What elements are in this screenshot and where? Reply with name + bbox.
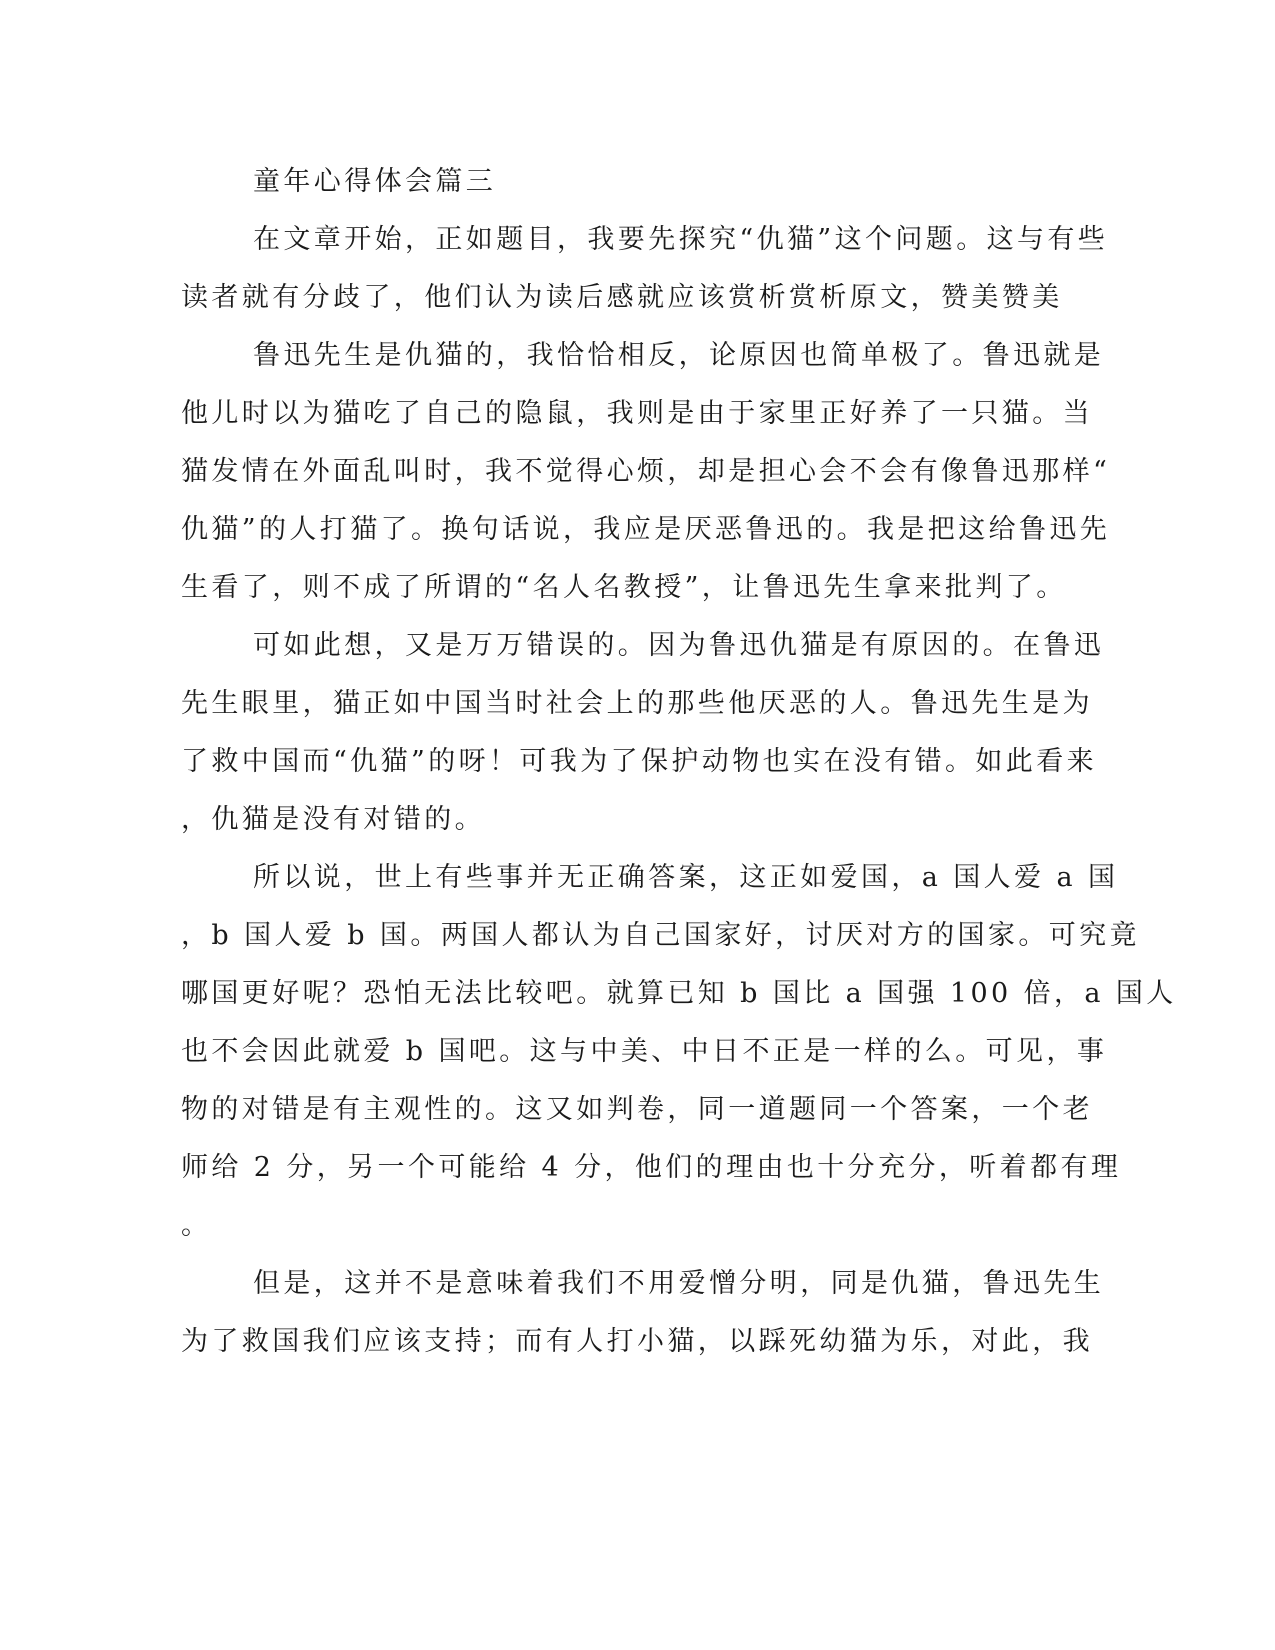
- paragraph-5-line-2: 为了救国我们应该支持；而有人打小猫，以踩死幼猫为乐，对此，我: [181, 1326, 1093, 1357]
- paragraph-4-line-2: ，b 国人爱 b 国。两国人都认为自己国家好，讨厌对方的国家。可究竟: [181, 920, 1140, 951]
- document-title: 童年心得体会篇三: [253, 166, 497, 197]
- paragraph-4-line-6: 师给 2 分，另一个可能给 4 分，他们的理由也十分充分，听着都有理: [181, 1152, 1122, 1183]
- paragraph-4-line-4: 也不会因此就爱 b 国吧。这与中美、中日不正是一样的么。可见，事: [181, 1036, 1108, 1067]
- paragraph-1-line-2: 读者就有分歧了，他们认为读后感就应该赏析赏析原文，赞美赞美: [181, 282, 1063, 313]
- paragraph-4-line-1: 所以说，世上有些事并无正确答案，这正如爱国，a 国人爱 a 国: [253, 862, 1119, 893]
- paragraph-2-line-5: 生看了，则不成了所谓的“名人名教授”，让鲁迅先生拿来批判了。: [181, 572, 1067, 603]
- paragraph-3-line-1: 可如此想，又是万万错误的。因为鲁迅仇猫是有原因的。在鲁迅: [253, 630, 1105, 661]
- paragraph-3-line-3: 了救中国而“仇猫”的呀！可我为了保护动物也实在没有错。如此看来: [181, 746, 1098, 777]
- paragraph-3-line-4: ，仇猫是没有对错的。: [181, 804, 485, 835]
- paragraph-3-line-2: 先生眼里，猫正如中国当时社会上的那些他厌恶的人。鲁迅先生是为: [181, 688, 1093, 719]
- paragraph-2-line-4: 仇猫”的人打猫了。换句话说，我应是厌恶鲁迅的。我是把这给鲁迅先: [181, 514, 1111, 545]
- paragraph-1-line-1: 在文章开始，正如题目，我要先探究“仇猫”这个问题。这与有些: [253, 224, 1109, 255]
- paragraph-4-line-5: 物的对错是有主观性的。这又如判卷，同一道题同一个答案，一个老: [181, 1094, 1093, 1125]
- paragraph-2-line-3: 猫发情在外面乱叫时，我不觉得心烦，却是担心会不会有像鲁迅那样“: [181, 456, 1111, 487]
- paragraph-4-line-7: 。: [181, 1210, 212, 1241]
- paragraph-2-line-1: 鲁迅先生是仇猫的，我恰恰相反，论原因也简单极了。鲁迅就是: [253, 340, 1105, 371]
- paragraph-5-line-1: 但是，这并不是意味着我们不用爱憎分明，同是仇猫，鲁迅先生: [253, 1268, 1105, 1299]
- paragraph-2-line-2: 他儿时以为猫吃了自己的隐鼠，我则是由于家里正好养了一只猫。当: [181, 398, 1093, 429]
- paragraph-4-line-3: 哪国更好呢？恐怕无法比较吧。就算已知 b 国比 a 国强 100 倍，a 国人: [181, 978, 1177, 1009]
